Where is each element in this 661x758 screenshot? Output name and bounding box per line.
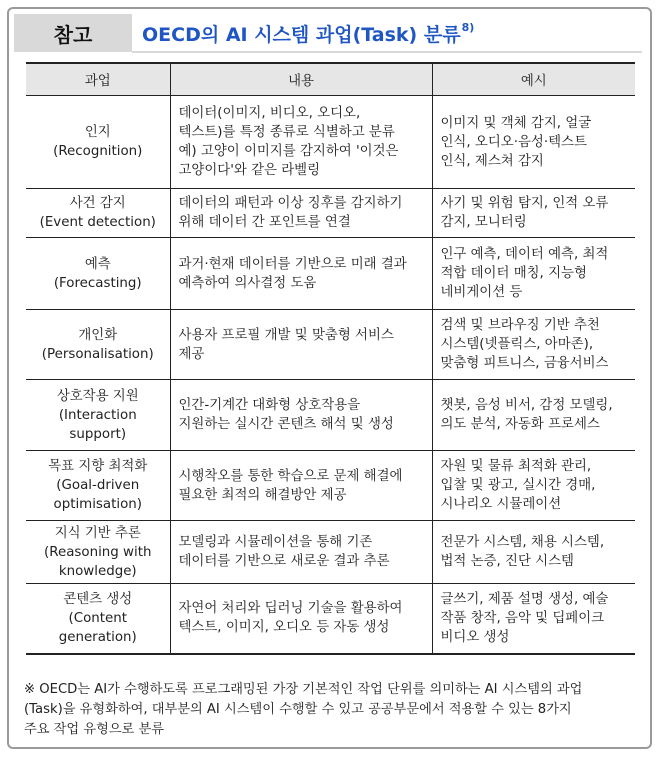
cell-line: 전문가 시스템, 채용 시스템, <box>440 535 605 550</box>
examples-cell <box>432 189 635 238</box>
cell-line: 위해 데이터 간 포인트를 연결 <box>178 215 351 230</box>
examples-cell <box>432 238 635 310</box>
cell-line: 시나리오 시뮬레이션 <box>440 497 562 512</box>
cell-line: generation) <box>58 629 137 645</box>
note-line: (Task)을 유형화하여, 대부분의 AI 시스템이 수행할 수 있고 공공부문에서 적용할 수 있는 8가지 <box>24 702 572 717</box>
task-cell <box>26 238 170 310</box>
cell-line: (Reasoning with <box>44 544 152 560</box>
cell-line: 데이터의 패턴과 이상 징후를 감지하기 <box>178 196 403 211</box>
table-row <box>26 189 635 238</box>
cell-line: 사용자 프로필 개발 및 맞춤형 서비스 <box>178 327 394 343</box>
cell-line: (Event detection) <box>39 215 156 230</box>
task-table <box>26 62 635 655</box>
task-cell <box>26 96 170 189</box>
cell-line: 인식, 오디오·음성·텍스트 <box>440 134 587 150</box>
cell-line: 텍스트, 이미지, 오디오 등 자동 생성 <box>178 620 390 636</box>
cell-line: (Goal-driven <box>56 478 140 493</box>
cell-line: 감지, 모니터링 <box>440 215 527 230</box>
cell-line: (Recognition) <box>53 144 143 159</box>
cell-line: support) <box>69 426 127 442</box>
task-cell <box>26 189 170 238</box>
column-header-task: 과업 <box>26 63 170 96</box>
column-header-content: 내용 <box>170 63 432 96</box>
cell-line: 자연어 처리와 딥러닝 기술을 활용하여 <box>178 601 403 617</box>
cell-line: 예) 고양이 이미지를 감지하여 '이것은 <box>178 144 399 159</box>
content-cell <box>170 238 432 310</box>
cell-line: 예측하여 의사결정 도움 <box>178 275 317 291</box>
task-cell <box>26 380 170 451</box>
examples-cell <box>432 584 635 654</box>
table-header-row <box>26 63 635 96</box>
cell-line: knowledge) <box>58 563 137 579</box>
content-cell <box>170 380 432 451</box>
task-cell <box>26 584 170 654</box>
cell-line: 상호작용 지원 <box>56 388 139 404</box>
cell-line: optimisation) <box>53 497 142 512</box>
title-underline <box>132 51 642 53</box>
examples-cell <box>432 380 635 451</box>
examples-cell <box>432 96 635 189</box>
cell-line: 맞춤형 피트니스, 금융서비스 <box>440 356 609 371</box>
cell-line: 지식 기반 추론 <box>54 525 141 541</box>
content-cell <box>170 96 432 189</box>
cell-line: (Interaction <box>58 407 137 423</box>
title-text: OECD의 AI 시스템 과업(Task) 분류 <box>142 23 461 46</box>
table-row <box>26 521 635 584</box>
footnote-ref: 8) <box>461 20 475 34</box>
cell-line: 사기 및 위험 탐지, 인적 오류 <box>440 196 609 211</box>
cell-line: 인지 <box>84 125 111 140</box>
cell-line: 비디오 생성 <box>440 629 510 645</box>
cell-line: 검색 및 브라우징 기반 추천 <box>440 318 600 333</box>
cell-line: 법적 논증, 진단 시스템 <box>440 554 574 569</box>
cell-line: 모델링과 시뮬레이션을 통해 기존 <box>178 535 373 550</box>
table-row <box>26 96 635 189</box>
cell-line: 인간-기계간 대화형 상호작용을 <box>178 398 361 413</box>
cell-line: 작품 창작, 음악 및 딥페이크 <box>440 610 605 626</box>
cell-line: 예측 <box>84 256 111 272</box>
footnote-text <box>24 680 642 740</box>
examples-cell <box>432 310 635 380</box>
reference-tag: 참고 <box>14 14 132 52</box>
cell-line: (Forecasting) <box>53 275 142 291</box>
cell-line: 과거·현재 데이터를 기반으로 미래 결과 <box>178 256 407 272</box>
cell-line: 콘텐츠 생성 <box>63 591 133 607</box>
content-cell <box>170 521 432 584</box>
cell-line: (Content <box>68 610 127 626</box>
note-line: 주요 작업 유형으로 분류 <box>24 722 164 737</box>
content-cell <box>170 310 432 380</box>
cell-line: 글쓰기, 제품 설명 생성, 예술 <box>440 591 609 607</box>
cell-line: 인구 예측, 데이터 예측, 최적 <box>440 247 609 262</box>
cell-line: 인식, 제스쳐 감지 <box>440 153 544 169</box>
cell-line: 이미지 및 객체 감지, 얼굴 <box>440 115 592 131</box>
content-cell <box>170 584 432 654</box>
table-row <box>26 451 635 521</box>
task-cell <box>26 451 170 521</box>
table-row <box>26 238 635 310</box>
cell-line: 시행착오를 통한 학습으로 문제 해결에 <box>178 468 403 484</box>
table-row <box>26 380 635 451</box>
task-cell <box>26 521 170 584</box>
cell-line: 데이터를 기반으로 새로운 결과 추론 <box>178 554 390 569</box>
note-line: ※ OECD는 AI가 수행하도록 프로그래밍된 가장 기본적인 작업 단위를 의미하는 AI 시스템의 과업 <box>24 682 583 697</box>
cell-line: (Personalisation) <box>41 346 154 362</box>
cell-line: 지원하는 실시간 콘텐츠 해석 및 생성 <box>178 417 394 432</box>
examples-cell <box>432 451 635 521</box>
cell-line: 적합 데이터 매칭, 지능형 <box>440 266 587 281</box>
cell-line: 고양이다'와 같은 라벨링 <box>178 163 321 178</box>
cell-line: 데이터(이미지, 비디오, 오디오, <box>178 106 361 121</box>
cell-line: 챗봇, 음성 비서, 감정 모델링, <box>440 398 613 413</box>
cell-line: 자원 및 물류 최적화 관리, <box>440 459 592 474</box>
task-cell <box>26 310 170 380</box>
content-cell <box>170 189 432 238</box>
examples-cell <box>432 521 635 584</box>
cell-line: 네비게이션 등 <box>440 285 523 300</box>
section-title <box>142 14 474 52</box>
column-header-examples: 예시 <box>432 63 635 96</box>
cell-line: 사건 감지 <box>69 196 126 211</box>
cell-line: 입찰 및 광고, 실시간 경매, <box>440 478 596 493</box>
table-row <box>26 310 635 380</box>
cell-line: 제공 <box>178 346 205 362</box>
cell-line: 필요한 최적의 해결방안 제공 <box>178 487 347 503</box>
cell-line: 목표 지향 최적화 <box>48 459 148 474</box>
cell-line: 텍스트)를 특정 종류로 식별하고 분류 <box>178 125 395 140</box>
cell-line: 의도 분석, 자동화 프로세스 <box>440 417 600 432</box>
cell-line: 개인화 <box>78 327 118 343</box>
table-row <box>26 584 635 654</box>
cell-line: 시스템(넷플릭스, 아마존), <box>440 337 594 352</box>
content-cell <box>170 451 432 521</box>
